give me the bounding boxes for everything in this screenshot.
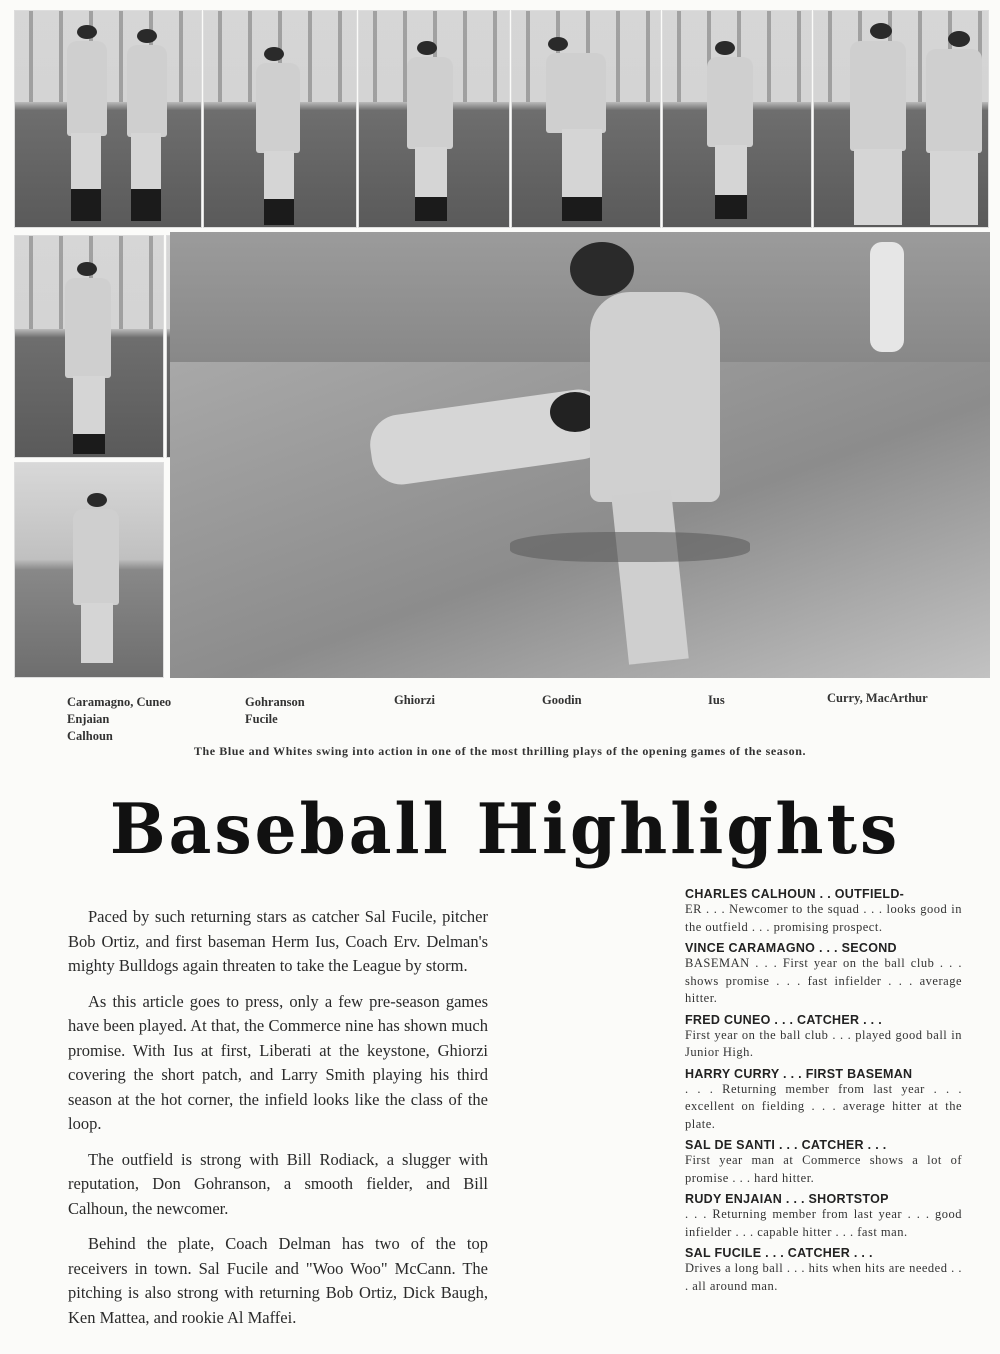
roster-entry-caramagno <box>685 941 962 1008</box>
caption-curry-macarthur <box>827 690 928 707</box>
roster-entry-description: Drives a long ball . . . hits when hits are needed . . . all around man. <box>685 1261 962 1293</box>
photo-ius <box>662 10 812 228</box>
photo-goodin <box>511 10 661 228</box>
roster-entry-heading: SAL FUCILE . . . CATCHER . . . <box>685 1246 873 1260</box>
caption-line: Gohranson <box>245 695 305 709</box>
caption-line: Curry, MacArthur <box>827 691 928 705</box>
photo-ghiorzi <box>358 10 510 228</box>
caption-line: Ghiorzi <box>394 693 435 707</box>
article-paragraph: As this article goes to press, only a few pre-season games have been played. At that, the Commerce nine has shown much promise. With Ius at first, Liberati at the keystone, Ghiorzi covering the short patch, and Larry Smith playing his third season at the hot corner, the infield looks like the class of the loop. <box>68 991 488 1133</box>
caption-line: Calhoun <box>67 729 113 743</box>
roster-entry-enjaian <box>685 1192 962 1241</box>
roster-entry-description: . . . Returning member from last year . . . good infielder . . . capable hitter . . . fast man. <box>685 1207 962 1239</box>
action-caption: The Blue and Whites swing into action in one of the most thrilling plays of the opening games of the season. <box>193 744 807 758</box>
caption-line: Ius <box>708 693 725 707</box>
caption-line: Goodin <box>542 693 582 707</box>
roster-entry-calhoun <box>685 887 962 936</box>
photo-caramagno-cuneo <box>14 10 202 228</box>
action-photo <box>170 232 990 678</box>
roster-entry-cuneo <box>685 1013 962 1062</box>
caption-line: Caramagno, Cuneo <box>67 695 172 709</box>
caption-line: Enjaian <box>67 712 110 726</box>
caption-goodin <box>542 692 582 709</box>
roster-entry-fucile <box>685 1246 962 1295</box>
roster-entry-description: First year on the ball club . . . played good ball in Junior High. <box>685 1027 962 1059</box>
roster-entry-curry <box>685 1067 962 1134</box>
roster-entry-heading: CHARLES CALHOUN . . OUTFIELD- <box>685 887 905 901</box>
photo-calhoun <box>14 462 164 678</box>
roster-entry-heading: VINCE CARAMAGNO . . . SECOND <box>685 941 897 955</box>
roster-entry-description: First year man at Commerce shows a lot of promise . . . hard hitter. <box>685 1153 962 1185</box>
player-roster <box>685 887 962 1300</box>
roster-entry-description: . . . Returning member from last year . . . excellent on fielding . . . average hitter at the plate. <box>685 1081 962 1131</box>
photo-enjaian <box>14 235 164 458</box>
article-paragraph: Paced by such returning stars as catcher Sal Fucile, pitcher Bob Ortiz, and first baseman Herm Ius, Coach Erv. Delman's mighty Bulldogs again threaten to take the League by storm. <box>68 907 488 975</box>
roster-entry-heading: HARRY CURRY . . . FIRST BASEMAN <box>685 1066 913 1081</box>
article-paragraph: Behind the plate, Coach Delman has two of the top receivers in town. Sal Fucile and "Woo Woo" McCann. The pitching is also strong with returning Bob Ortiz, Dick Baugh, Ken Mattea, and rookie Al Maffei. <box>68 1234 488 1327</box>
caption-caramagno-cuneo <box>67 694 171 745</box>
roster-entry-de-santi <box>685 1138 962 1187</box>
caption-ghiorzi <box>394 692 435 709</box>
page-title: Baseball Highlights <box>109 788 901 870</box>
roster-entry-heading: RUDY ENJAIAN . . . SHORTSTOP <box>685 1192 889 1206</box>
roster-entry-heading: SAL DE SANTI . . . CATCHER . . . <box>685 1138 887 1152</box>
roster-entry-description: BASEMAN . . . First year on the ball club . . . shows promise . . . fast infielder . . . average hitter. <box>685 956 962 1005</box>
article-body <box>68 905 488 1341</box>
article-paragraph: The outfield is strong with Bill Rodiack, a slugger with reputation, Don Gohranson, a smooth fielder, and Bill Calhoun, the newcomer. <box>68 1149 488 1218</box>
roster-entry-description: ER . . . Newcomer to the squad . . . looks good in the outfield . . . promising prospect. <box>685 902 962 934</box>
caption-gohranson-fucile <box>245 694 305 728</box>
caption-line: Fucile <box>245 712 278 726</box>
roster-entry-heading: FRED CUNEO . . . CATCHER . . . <box>685 1012 882 1027</box>
caption-ius <box>708 692 725 709</box>
photo-gohranson <box>203 10 357 228</box>
photo-curry-macarthur <box>813 10 989 228</box>
